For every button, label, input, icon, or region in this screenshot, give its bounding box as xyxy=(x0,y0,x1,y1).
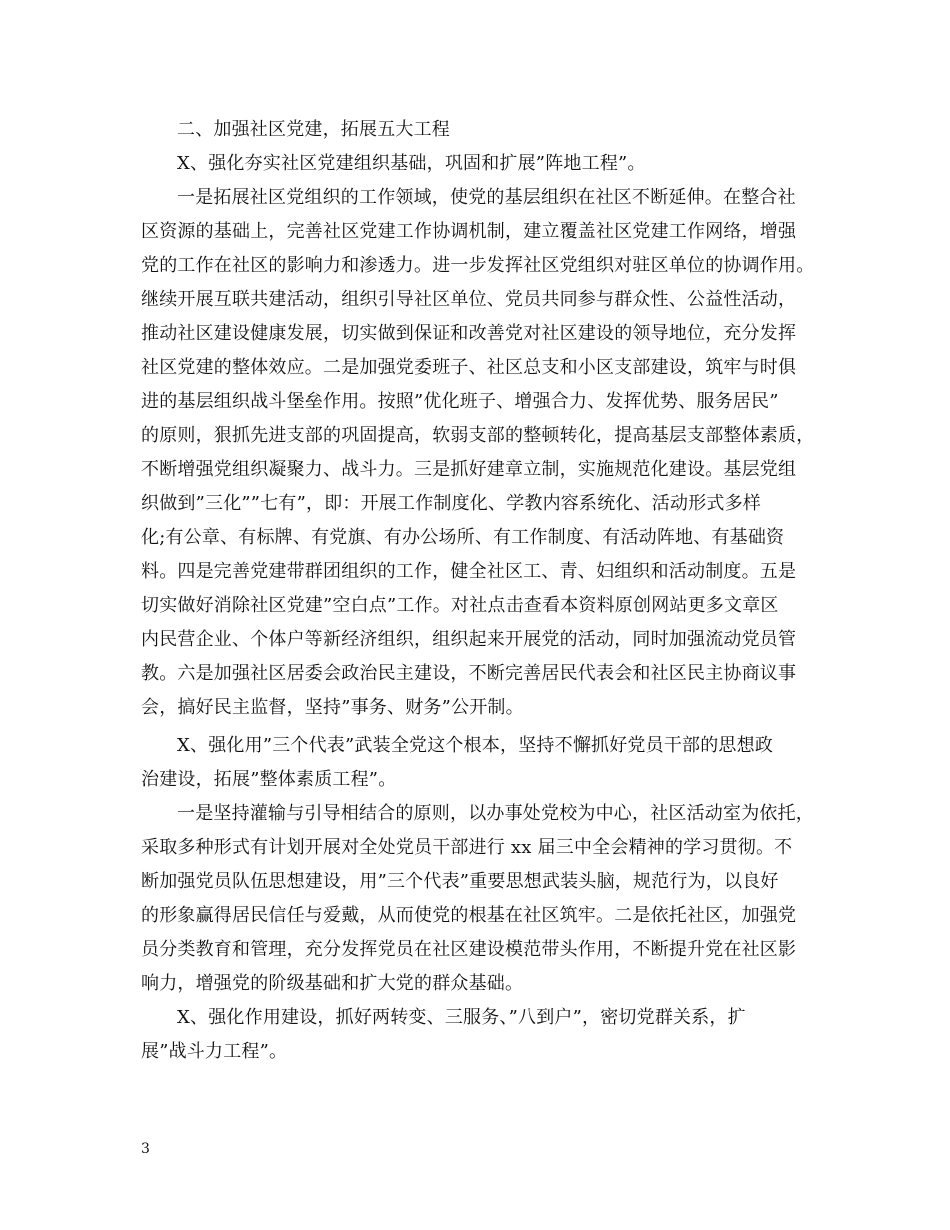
subsection-heading: X、强化用”三个代表”武装全党这个根本，坚持不懈抓好党员干部的思想政 xyxy=(177,735,774,756)
paragraph-line: 化;有公章、有标牌、有党旗、有办公场所、有工作制度、有活动阵地、有基础资 xyxy=(141,527,785,548)
paragraph-line: 推动社区建设健康发展，切实做到保证和改善党对社区建设的领导地位，充分发挥 xyxy=(141,323,797,344)
paragraph-line: 的原则，狠抓先进支部的巩固提高，软弱支部的整顿转化，提高基层支部整体素质， xyxy=(141,425,815,446)
paragraph-line: 一是坚持灌输与引导相结合的原则，以办事处党校为中心，社区活动室为依托， xyxy=(177,803,814,824)
paragraph-line: 断加强党员队伍思想建设，用”三个代表”重要思想武装头脑，规范行为，以良好 xyxy=(141,871,779,892)
paragraph-line: 料。四是完善党建带群团组织的工作，健全社区工、青、妇组织和活动制度。五是 xyxy=(141,561,797,582)
paragraph-line: 不断增强党组织凝聚力、战斗力。三是抓好建章立制，实施规范化建设。基层党组 xyxy=(141,459,797,480)
subsection-heading: X、强化作用建设，抓好两转变、三服务、”八到户”，密切党群关系，扩 xyxy=(177,1007,746,1028)
section-heading: 二、加强社区党建，拓展五大工程 xyxy=(177,119,450,140)
subsection-heading-continued: 展”战斗力工程”。 xyxy=(141,1041,288,1062)
paragraph-line: 采取多种形式有计划开展对全处党员干部进行 xx 届三中全会精神的学习贯彻。不 xyxy=(141,837,793,858)
paragraph-line: 内民营企业、个体户等新经济组织，组织起来开展党的活动，同时加强流动党员管 xyxy=(141,629,797,650)
paragraph-line: 织做到”三化””七有”，即：开展工作制度化、学教内容系统化、活动形式多样 xyxy=(141,493,762,514)
paragraph-line: 响力，增强党的阶级基础和扩大党的群众基础。 xyxy=(141,973,524,994)
paragraph-line: 区资源的基础上，完善社区党建工作协调机制，建立覆盖社区党建工作网络，增强 xyxy=(141,221,797,242)
paragraph-line: 党的工作在社区的影响力和渗透力。进一步发挥社区党组织对驻区单位的协调作用。 xyxy=(141,255,815,276)
paragraph-line: 社区党建的整体效应。二是加强党委班子、社区总支和小区支部建设，筑牢与时俱 xyxy=(141,357,797,378)
paragraph-line: 进的基层组织战斗堡垒作用。按照”优化班子、增强合力、发挥优势、服务居民” xyxy=(141,391,779,412)
paragraph-line: 教。六是加强社区居委会政治民主建设，不断完善居民代表会和社区民主协商议事 xyxy=(141,663,797,684)
paragraph-line: 切实做好消除社区党建”空白点”工作。对社点击查看本资料原创网站更多文章区 xyxy=(141,595,779,616)
paragraph-line: 员分类教育和管理，充分发挥党员在社区建设模范带头作用，不断提升党在社区影 xyxy=(141,939,797,960)
subsection-heading-continued: 治建设，拓展”整体素质工程”。 xyxy=(141,769,397,790)
paragraph-line: 继续开展互联共建活动，组织引导社区单位、党员共同参与群众性、公益性活动， xyxy=(141,289,797,310)
subsection-heading: X、强化夯实社区党建组织基础，巩固和扩展”阵地工程”。 xyxy=(177,153,646,174)
paragraph-line: 的形象赢得居民信任与爱戴，从而使党的根基在社区筑牢。二是依托社区，加强党 xyxy=(141,905,797,926)
paragraph-line: 一是拓展社区党组织的工作领域，使党的基层组织在社区不断延伸。在整合社 xyxy=(177,187,796,208)
paragraph-line: 会，搞好民主监督，坚持”事务、财务”公开制。 xyxy=(141,697,524,718)
page-number: 3 xyxy=(141,1141,150,1157)
